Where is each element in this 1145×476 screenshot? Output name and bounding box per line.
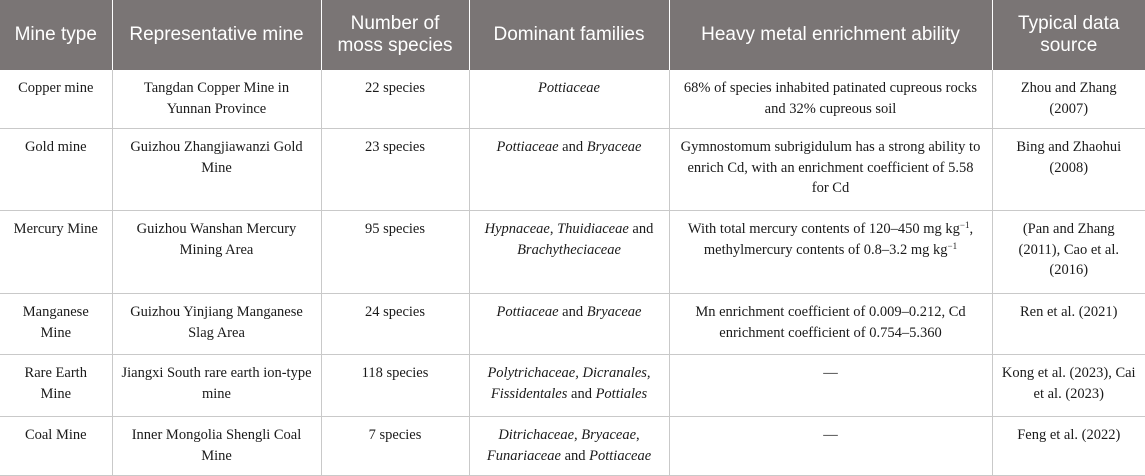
cell-data-source: Bing and Zhaohui (2008)	[992, 129, 1145, 211]
header-moss-species: Number of moss species	[321, 0, 469, 70]
cell-mine-type: Coal Mine	[0, 417, 112, 476]
cell-moss-species: 23 species	[321, 129, 469, 211]
header-row	[0, 0, 1145, 70]
unit-exponent: −1	[959, 220, 970, 230]
cell-mine-type: Manganese Mine	[0, 294, 112, 355]
cell-data-source: Ren et al. (2021)	[992, 294, 1145, 355]
table-row	[0, 355, 1145, 417]
cell-dominant-families	[469, 294, 669, 355]
cell-moss-species: 24 species	[321, 294, 469, 355]
family-name: Bryaceae	[586, 304, 642, 320]
family-name: Bryaceae	[586, 139, 642, 155]
family-separator: ,	[549, 221, 558, 237]
table-row	[0, 70, 1145, 129]
cell-dominant-families	[469, 211, 669, 294]
family-separator: ,	[636, 427, 640, 443]
enrichment-text: With total mercury contents of 120–450 mg kg	[687, 221, 960, 237]
cell-moss-species: 95 species	[321, 211, 469, 294]
enrichment-text: , methylmercury contents of 0.8–3.2 mg kg	[703, 221, 974, 258]
cell-representative-mine: Inner Mongolia Shengli Coal Mine	[112, 417, 321, 476]
cell-dominant-families	[469, 70, 669, 129]
cell-representative-mine: Jiangxi South rare earth ion-type mine	[112, 355, 321, 417]
cell-enrichment: 68% of species inhabited patinated cupreous rocks and 32% cupreous soil	[669, 70, 992, 129]
table-body	[0, 70, 1145, 476]
cell-data-source: Feng et al. (2022)	[992, 417, 1145, 476]
family-name: Hypnaceae	[484, 221, 550, 237]
header-dominant-families: Dominant families	[469, 0, 669, 70]
cell-enrichment	[669, 211, 992, 294]
family-conjunction: and	[558, 139, 587, 155]
cell-mine-type: Gold mine	[0, 129, 112, 211]
family-conjunction: and	[560, 447, 590, 464]
cell-dominant-families	[469, 129, 669, 211]
family-name: Polytrichaceae, Dicranales, Fissidentales	[487, 365, 651, 402]
cell-enrichment: —	[669, 417, 992, 476]
cell-representative-mine: Tangdan Copper Mine in Yunnan Province	[112, 70, 321, 129]
cell-data-source: (Pan and Zhang (2011), Cao et al. (2016)	[992, 211, 1145, 294]
table-row	[0, 211, 1145, 294]
family-name: Ditrichaceae	[498, 427, 575, 443]
cell-enrichment: Mn enrichment coefficient of 0.009–0.212, Cd enrichment coefficient of 0.754–5.360	[669, 294, 992, 355]
cell-mine-type: Copper mine	[0, 70, 112, 129]
cell-representative-mine: Guizhou Yinjiang Manganese Slag Area	[112, 294, 321, 355]
cell-representative-mine: Guizhou Wanshan Mercury Mining Area	[112, 211, 321, 294]
cell-moss-species: 118 species	[321, 355, 469, 417]
cell-enrichment: Gymnostomum subrigidulum has a strong ability to enrich Cd, with an enrichment coefficient of 5.58 for Cd	[669, 129, 992, 211]
cell-moss-species: 7 species	[321, 417, 469, 476]
family-name: Pottiales	[595, 385, 648, 402]
family-name: Funariaceae	[486, 447, 561, 464]
cell-dominant-families	[469, 355, 669, 417]
family-name: Pottiaceae	[496, 304, 559, 320]
cell-enrichment: —	[669, 355, 992, 417]
cell-data-source: Zhou and Zhang (2007)	[992, 70, 1145, 129]
family-conjunction: and	[628, 221, 654, 237]
cell-moss-species: 22 species	[321, 70, 469, 129]
table-row	[0, 294, 1145, 355]
table-header	[0, 0, 1145, 70]
unit-exponent: −1	[947, 240, 958, 251]
header-representative-mine: Representative mine	[112, 0, 321, 70]
cell-mine-type: Mercury Mine	[0, 211, 112, 294]
table-row	[0, 129, 1145, 211]
family-separator: ,	[574, 427, 582, 443]
family-name: Brachytheciaceae	[517, 241, 621, 258]
cell-mine-type: Rare Earth Mine	[0, 355, 112, 417]
cell-representative-mine: Guizhou Zhangjiawanzi Gold Mine	[112, 129, 321, 211]
family-name: Pottiaceae	[496, 139, 559, 155]
cell-data-source: Kong et al. (2023), Cai et al. (2023)	[992, 355, 1145, 417]
family-name: Bryaceae	[581, 427, 637, 443]
family-conjunction: and	[567, 385, 596, 402]
family-name: Thuidiaceae	[557, 221, 629, 237]
header-enrichment-ability: Heavy metal enrichment ability	[669, 0, 992, 70]
table-row	[0, 417, 1145, 476]
family-name: Pottiaceae	[589, 447, 652, 464]
family-conjunction: and	[558, 304, 587, 320]
family-name: Pottiaceae	[537, 80, 600, 96]
cell-dominant-families	[469, 417, 669, 476]
header-data-source: Typical data source	[992, 0, 1145, 70]
header-mine-type: Mine type	[0, 0, 112, 70]
